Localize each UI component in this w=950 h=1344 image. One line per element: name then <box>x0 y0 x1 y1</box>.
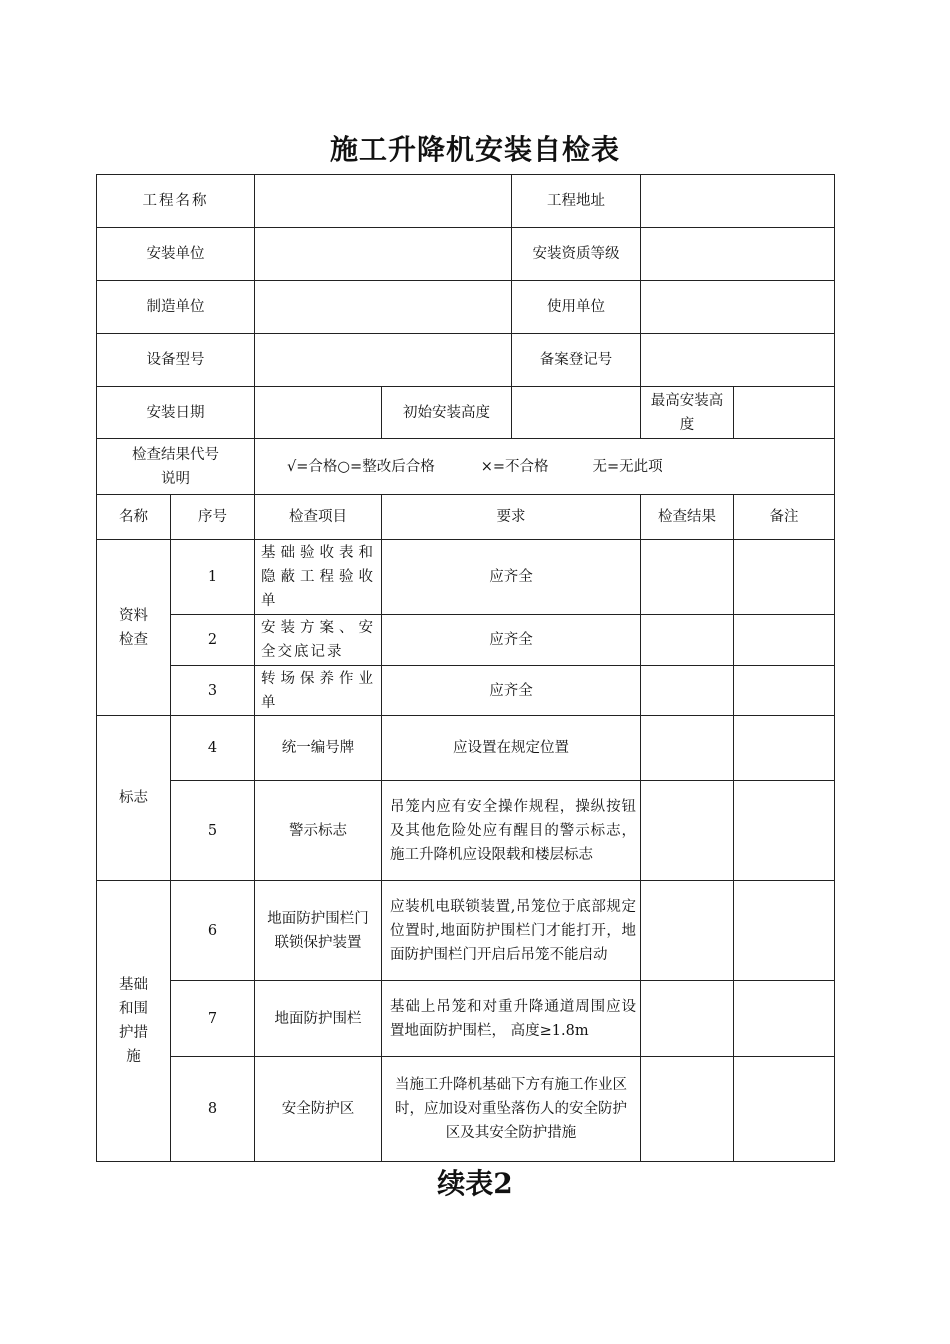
row-result[interactable] <box>641 615 734 666</box>
row-result[interactable] <box>641 781 734 881</box>
row-item: 转场保养作业单 <box>255 666 382 716</box>
row-item: 安装方案、安全交底记录 <box>255 615 382 666</box>
registration-label: 备案登记号 <box>512 334 641 387</box>
install-date-value[interactable] <box>255 387 382 439</box>
col-remark: 备注 <box>734 495 835 540</box>
row-item: 地面防护围栏 <box>255 981 382 1057</box>
row-no: 2 <box>171 615 255 666</box>
group-foundation: 基础和围护措施 <box>97 881 171 1162</box>
row-remark[interactable] <box>734 881 835 981</box>
project-name-row <box>97 175 835 228</box>
col-item: 检查项目 <box>255 495 382 540</box>
user-unit-label: 使用单位 <box>512 281 641 334</box>
project-name-value[interactable] <box>255 175 512 228</box>
code-none: 无=无此项 <box>592 458 663 475</box>
qualification-label: 安装资质等级 <box>512 228 641 281</box>
page-title: 施工升降机安装自检表 <box>329 133 620 166</box>
row-requirement: 吊笼内应有安全操作规程，操纵按钮及其他危险处应有醒目的警示标志，施工升降机应设限载和楼层标志 <box>382 781 641 881</box>
project-address-label: 工程地址 <box>512 175 641 228</box>
group-docs: 资料检查 <box>97 540 171 716</box>
row-item: 统一编号牌 <box>255 716 382 781</box>
row-requirement: 基础上吊笼和对重升降通道周围应设置地面防护围栏， 高度≥1.8m <box>382 981 641 1057</box>
installer-row <box>97 228 835 281</box>
manufacturer-label: 制造单位 <box>97 281 255 334</box>
row-remark[interactable] <box>734 615 835 666</box>
row-result[interactable] <box>641 666 734 716</box>
manufacturer-row <box>97 281 835 334</box>
col-requirement: 要求 <box>382 495 641 540</box>
row-no: 8 <box>171 1057 255 1162</box>
row-no: 1 <box>171 540 255 615</box>
row-item: 地面防护围栏门联锁保护装置 <box>255 881 382 981</box>
continued-table-title: 续表2 <box>437 1167 513 1200</box>
row-result[interactable] <box>641 881 734 981</box>
initial-height-label: 初始安装高度 <box>382 387 512 439</box>
model-label: 设备型号 <box>97 334 255 387</box>
row-no: 6 <box>171 881 255 981</box>
row-remark[interactable] <box>734 981 835 1057</box>
install-date-label: 安装日期 <box>97 387 255 439</box>
row-requirement: 当施工升降机基础下方有施工作业区时，应加设对重坠落伤人的安全防护区及其安全防护措施 <box>382 1057 641 1162</box>
project-name-label: 工程名称 <box>97 175 255 228</box>
installer-value[interactable] <box>255 228 512 281</box>
row-requirement: 应齐全 <box>382 615 641 666</box>
codes-legend <box>255 439 835 495</box>
max-height-value[interactable] <box>734 387 835 439</box>
column-header-row <box>97 495 835 540</box>
row-no: 3 <box>171 666 255 716</box>
code-pass-rework: √=合格○=整改后合格 <box>287 458 435 475</box>
initial-height-value[interactable] <box>512 387 641 439</box>
row-result[interactable] <box>641 1057 734 1162</box>
row-requirement: 应装机电联锁装置,吊笼位于底部规定位置时,地面防护围栏门才能打开，地面防护围栏门开启后吊笼不能启动 <box>382 881 641 981</box>
code-fail: ×=不合格 <box>480 458 549 475</box>
col-result: 检查结果 <box>641 495 734 540</box>
row-item: 安全防护区 <box>255 1057 382 1162</box>
max-height-label: 最高安装高度 <box>641 387 734 439</box>
row-result[interactable] <box>641 981 734 1057</box>
model-row <box>97 334 835 387</box>
row-item: 警示标志 <box>255 781 382 881</box>
self-inspection-table <box>96 174 835 1162</box>
group-signs: 标志 <box>97 716 171 881</box>
table-row <box>97 781 835 881</box>
table-row <box>97 666 835 716</box>
registration-value[interactable] <box>641 334 835 387</box>
row-remark[interactable] <box>734 716 835 781</box>
installer-label: 安装单位 <box>97 228 255 281</box>
row-no: 5 <box>171 781 255 881</box>
table-row <box>97 981 835 1057</box>
install-date-row <box>97 387 835 439</box>
table-row <box>97 1057 835 1162</box>
row-result[interactable] <box>641 540 734 615</box>
table-row <box>97 716 835 781</box>
row-remark[interactable] <box>734 540 835 615</box>
qualification-value[interactable] <box>641 228 835 281</box>
user-unit-value[interactable] <box>641 281 835 334</box>
codes-label: 检查结果代号说明 <box>97 439 255 495</box>
row-item: 基础验收表和隐蔽工程验收单 <box>255 540 382 615</box>
project-address-value[interactable] <box>641 175 835 228</box>
table-row <box>97 881 835 981</box>
row-requirement: 应齐全 <box>382 666 641 716</box>
table-row <box>97 540 835 615</box>
row-no: 4 <box>171 716 255 781</box>
model-value[interactable] <box>255 334 512 387</box>
codes-row <box>97 439 835 495</box>
row-requirement: 应设置在规定位置 <box>382 716 641 781</box>
manufacturer-value[interactable] <box>255 281 512 334</box>
row-remark[interactable] <box>734 781 835 881</box>
row-requirement: 应齐全 <box>382 540 641 615</box>
row-remark[interactable] <box>734 666 835 716</box>
col-no: 序号 <box>171 495 255 540</box>
table-row <box>97 615 835 666</box>
row-result[interactable] <box>641 716 734 781</box>
row-no: 7 <box>171 981 255 1057</box>
row-remark[interactable] <box>734 1057 835 1162</box>
col-name: 名称 <box>97 495 171 540</box>
